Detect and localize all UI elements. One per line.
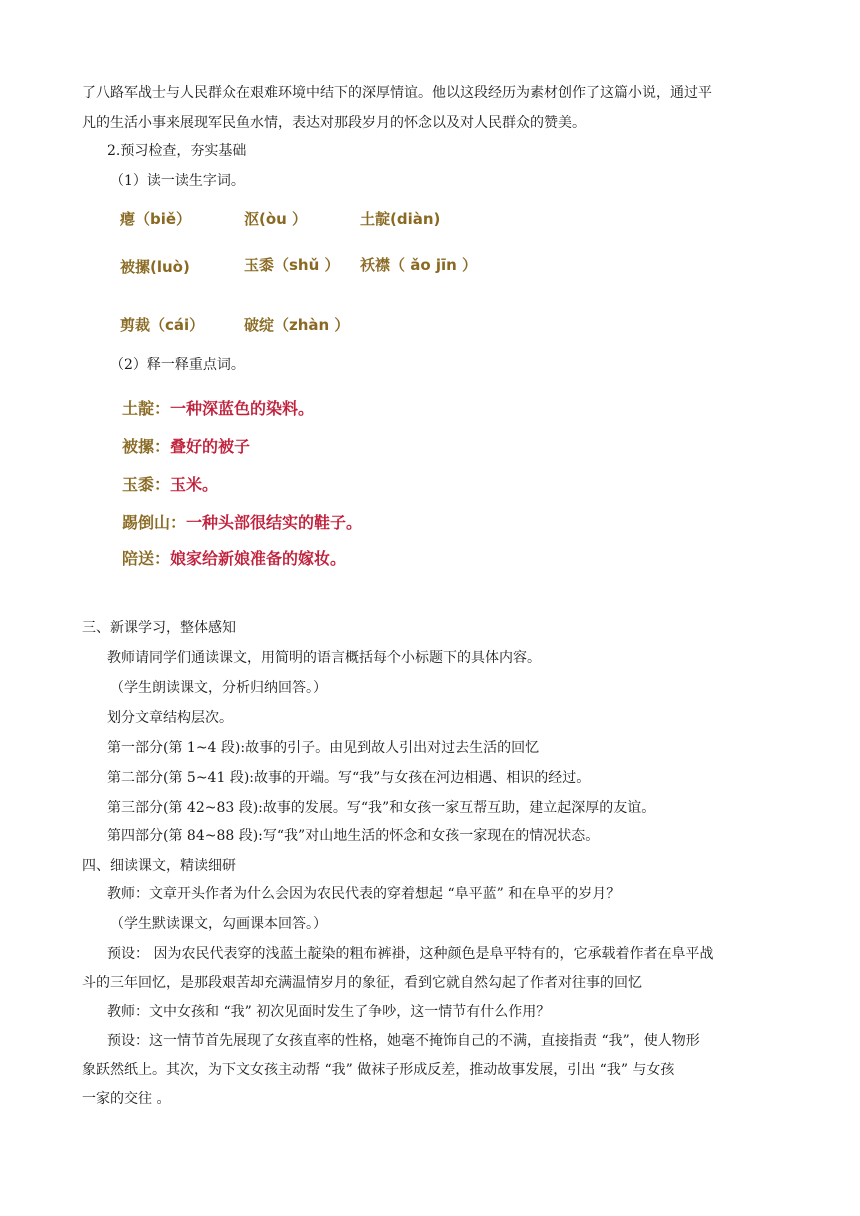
structure-part: 第一部分(第 1~4 段):故事的引子。由见到故人引出对过去生活的回忆: [107, 740, 540, 756]
paragraph: 教师：文中女孩和 “我” 初次见面时发生了争吵，这一情节有什么作用？: [107, 1004, 551, 1020]
definition-term: 玉黍：: [122, 475, 171, 494]
definition-term: 陪送：: [122, 549, 171, 568]
paragraph: 斗的三年回忆，是那段艰苦却充满温情岁月的象征，看到它就自然勾起了作者对往事的回忆: [82, 975, 642, 991]
paragraph: （学生朗读课文，分析归纳回答。）: [110, 680, 327, 696]
definition-text: 娘家给新娘准备的嫁妆。: [170, 549, 347, 568]
vocab-item: 袄襟（ ǎo jīn ）: [360, 256, 478, 274]
definition-term: 土靛：: [122, 399, 171, 418]
vocab-item: 玉黍（shǔ ）: [244, 256, 340, 274]
vocab-item: 被摞(luò): [120, 258, 190, 276]
paragraph: 划分文章结构层次。: [107, 710, 233, 726]
paragraph: 预设： 因为农民代表穿的浅蓝土靛染的粗布裤褂，这种颜色是阜平特有的，它承载着作者在阜平战: [107, 946, 714, 962]
paragraph: （学生默读课文，勾画课本回答。）: [110, 916, 327, 932]
sub-heading: （2）释一释重点词。: [110, 357, 245, 373]
section-heading: 四、细读课文，精读细研: [82, 858, 236, 874]
structure-part: 第三部分(第 42~83 段):故事的发展。写“我”和女孩一家互帮互助，建立起深厚的友谊。: [107, 800, 656, 816]
paragraph: 教师：文章开头作者为什么会因为农民代表的穿着想起 “阜平蓝” 和在阜平的岁月？: [107, 886, 621, 902]
structure-part: 第四部分(第 84~88 段):写“我”对山地生活的怀念和女孩一家现在的情况状态。: [107, 828, 600, 844]
section-heading: 2.预习检查，夯实基础: [107, 143, 247, 159]
definition-row: [122, 472, 218, 495]
paragraph: 一家的交往 。: [82, 1091, 171, 1107]
definition-text: 一种头部很结实的鞋子。: [186, 513, 363, 532]
paragraph: 教师请同学们通读课文，用简明的语言概括每个小标题下的具体内容。: [107, 650, 541, 666]
definition-text: 一种深蓝色的染料。: [170, 399, 315, 418]
sub-heading: （1）读一读生字词。: [110, 173, 245, 189]
definition-text: 叠好的被子: [170, 437, 251, 456]
vocab-item: 瘪（biě）: [120, 210, 192, 228]
definition-row: [122, 434, 250, 457]
intro-line: 凡的生活小事来展现军民鱼水情，表达对那段岁月的怀念以及对人民群众的赞美。: [82, 115, 586, 131]
definition-term: 被摞：: [122, 437, 171, 456]
section-heading: 三、新课学习，整体感知: [82, 620, 236, 636]
definition-text: 玉米。: [170, 475, 219, 494]
vocab-item: 土靛(diàn): [360, 210, 441, 228]
paragraph: 象跃然纸上。其次，为下文女孩主动帮 “我” 做袜子形成反差，推动故事发展，引出 “我” 与女孩: [82, 1062, 675, 1078]
definition-row: [122, 510, 362, 533]
vocab-item: 剪裁（cái）: [120, 316, 205, 334]
definition-row: [122, 396, 314, 419]
paragraph: 预设：这一情节首先展现了女孩直率的性格，她毫不掩饰自己的不满，直接指责 “我”，使人物形: [107, 1033, 700, 1049]
intro-line: 了八路军战士与人民群众在艰难环境中结下的深厚情谊。他以这段经历为素材创作了这篇小说，通过平: [82, 85, 712, 101]
definition-row: [122, 546, 346, 569]
vocab-item: 沤(òu ）: [244, 210, 308, 228]
structure-part: 第二部分(第 5~41 段):故事的开端。写“我”与女孩在河边相遇、相识的经过。: [107, 770, 591, 786]
vocab-item: 破绽（zhàn ）: [244, 316, 350, 334]
definition-term: 踢倒山：: [122, 513, 187, 532]
